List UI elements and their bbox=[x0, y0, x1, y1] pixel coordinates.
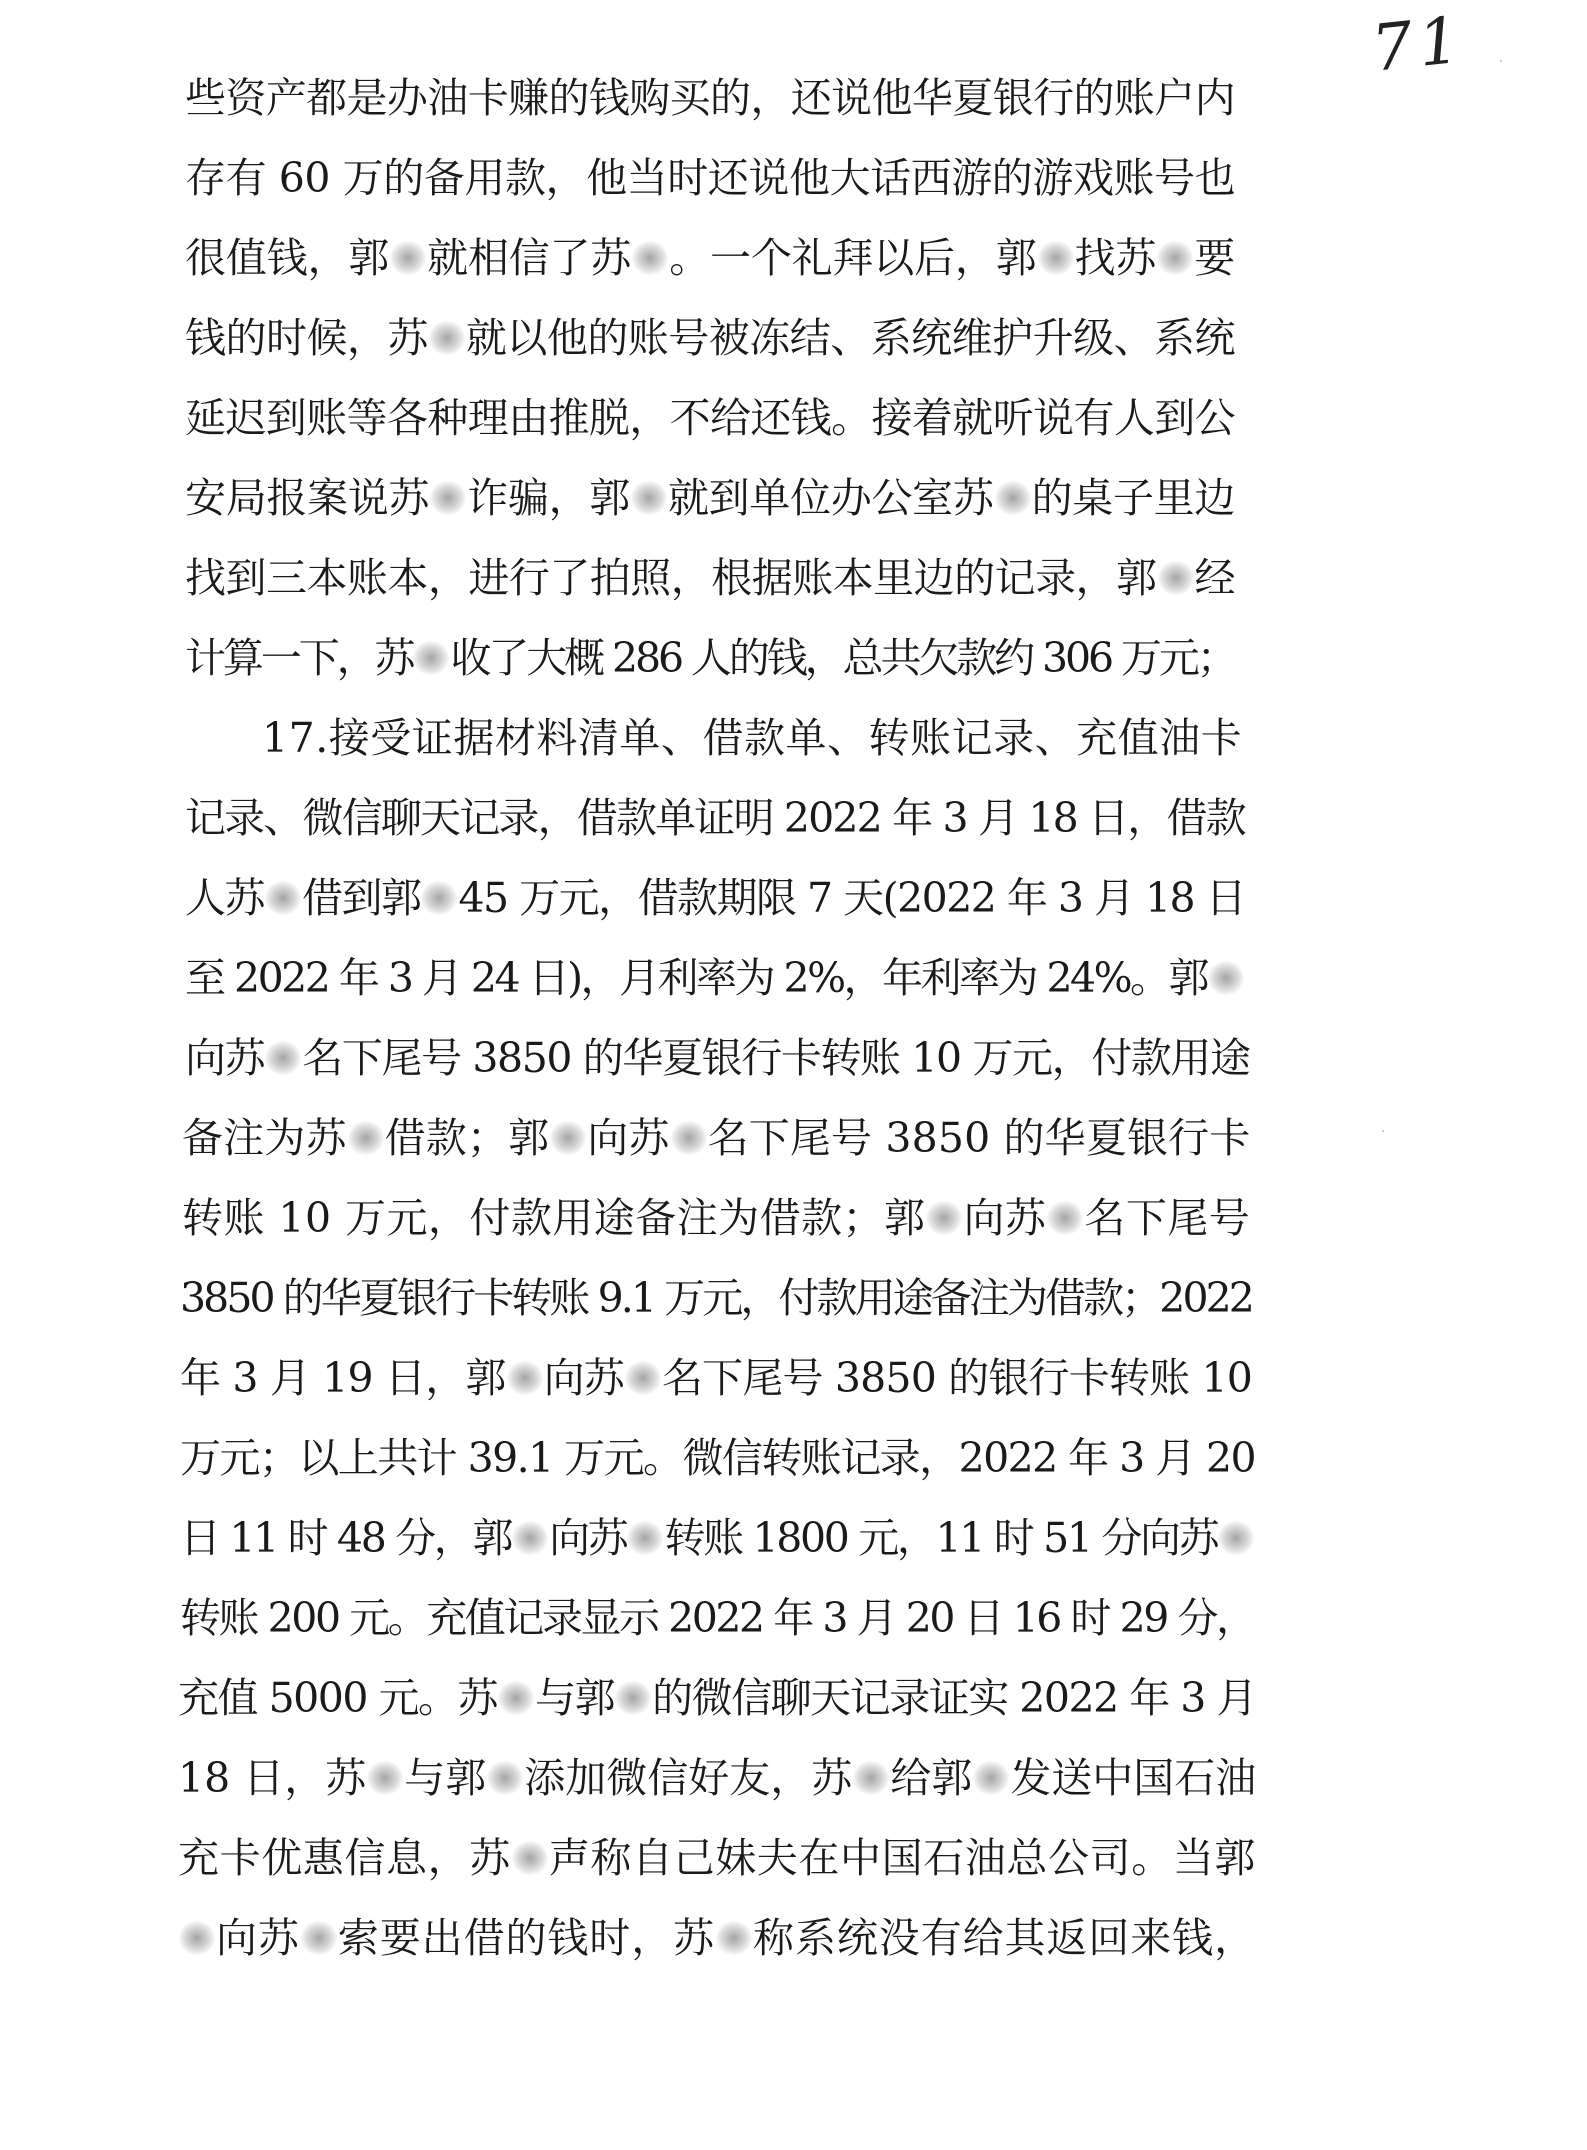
text-line bbox=[178, 1908, 1256, 1968]
text-segment: 向苏 bbox=[963, 1194, 1047, 1242]
text-segment: 日 11 时 48 分，郭 bbox=[180, 1514, 512, 1562]
redacted-name-blur bbox=[348, 1121, 384, 1155]
text-segment: 存有 60 万的备用款，他当时还说他大话西游的游戏账号也 bbox=[185, 154, 1236, 202]
redacted-name-blur bbox=[512, 1521, 548, 1555]
text-line bbox=[182, 1188, 1250, 1248]
text-segment: 转账 10 万元，付款用途备注为借款；郭 bbox=[182, 1194, 926, 1242]
text-segment: 找苏 bbox=[1074, 234, 1157, 282]
text-segment: 就到单位办公室苏 bbox=[667, 474, 994, 522]
text-segment: 向苏 bbox=[549, 1514, 627, 1562]
redacted-name-blur bbox=[413, 641, 449, 675]
text-segment: 很值钱，郭 bbox=[185, 234, 390, 282]
text-segment: 索要出借的钱时，苏 bbox=[337, 1914, 716, 1962]
text-segment: 些资产都是办油卡赚的钱购买的，还说他华夏银行的账户内 bbox=[185, 74, 1235, 122]
redacted-name-blur bbox=[1047, 1201, 1083, 1235]
redacted-name-blur bbox=[498, 1681, 534, 1715]
text-segment: 要 bbox=[1194, 234, 1236, 282]
text-segment: 收了大概 286 人的钱，总共欠款约 306 万元； bbox=[450, 634, 1235, 682]
redacted-name-blur bbox=[1208, 961, 1244, 995]
text-line bbox=[180, 1508, 1255, 1568]
text-segment: 钱的时候，苏 bbox=[185, 314, 428, 362]
text-segment: 找到三本账本，进行了拍照，根据账本里边的记录，郭 bbox=[185, 554, 1157, 602]
redacted-name-blur bbox=[627, 1521, 663, 1555]
text-line bbox=[185, 388, 1235, 448]
text-line bbox=[178, 1748, 1256, 1808]
text-segment: 向苏 bbox=[587, 1114, 670, 1162]
text-segment: 就相信了苏 bbox=[427, 234, 632, 282]
text-segment: 诈骗，郭 bbox=[467, 474, 630, 522]
handwritten-page-number: 71 bbox=[1368, 3, 1470, 87]
text-segment: 添加微信好友，苏 bbox=[524, 1754, 853, 1802]
text-segment: 转账 1800 元，11 时 51 分向苏 bbox=[664, 1514, 1218, 1562]
text-segment: 向苏 bbox=[216, 1914, 300, 1962]
redacted-name-blur bbox=[487, 1761, 523, 1795]
redacted-name-blur bbox=[615, 1681, 651, 1715]
text-segment: 3850 的华夏银行卡转账 9.1 万元，付款用途备注为借款；2022 bbox=[180, 1274, 1252, 1322]
text-segment: 与郭 bbox=[535, 1674, 615, 1722]
text-segment: 向苏 bbox=[543, 1354, 624, 1402]
text-segment: 与郭 bbox=[404, 1754, 487, 1802]
text-segment: 记录、微信聊天记录，借款单证明 2022 年 3 月 18 日，借款 bbox=[185, 794, 1245, 842]
text-line bbox=[185, 68, 1235, 128]
redacted-name-blur bbox=[550, 1121, 586, 1155]
text-segment: 名下尾号 3850 的银行卡转账 10 bbox=[661, 1354, 1253, 1402]
text-segment: 17.接受证据材料清单、借款单、转账记录、充值油卡 bbox=[262, 714, 1243, 762]
text-segment: 年 3 月 19 日，郭 bbox=[180, 1354, 506, 1402]
text-segment: 借到郭 bbox=[301, 874, 421, 922]
text-segment: 向苏 bbox=[185, 1034, 265, 1082]
redacted-name-blur bbox=[716, 1921, 752, 1955]
text-line bbox=[185, 308, 1235, 368]
text-segment: 安局报案说苏 bbox=[185, 474, 430, 522]
text-segment: 延迟到账等各种理由推脱，不给还钱。接着就听说有人到公 bbox=[185, 394, 1235, 442]
text-segment: 经 bbox=[1194, 554, 1236, 602]
text-line bbox=[180, 1428, 1255, 1488]
text-segment: 。一个礼拜以后，郭 bbox=[669, 234, 1037, 282]
redacted-name-blur bbox=[430, 481, 466, 515]
text-segment: 备注为苏 bbox=[182, 1114, 347, 1162]
redacted-name-blur bbox=[390, 241, 426, 275]
text-segment: 18 日，苏 bbox=[178, 1754, 367, 1802]
redacted-name-blur bbox=[973, 1761, 1009, 1795]
redacted-name-blur bbox=[429, 321, 465, 355]
redacted-name-blur bbox=[853, 1761, 889, 1795]
text-segment: 人苏 bbox=[185, 874, 264, 922]
text-segment: 名下尾号 3850 的华夏银行卡 bbox=[707, 1114, 1251, 1162]
text-segment: 转账 200 元。充值记录显示 2022 年 3 月 20 日 16 时 29 分， bbox=[180, 1594, 1255, 1642]
text-segment: 充卡优惠信息，苏 bbox=[178, 1834, 511, 1882]
text-segment: 的微信聊天记录证实 2022 年 3 月 bbox=[652, 1674, 1256, 1722]
redacted-name-blur bbox=[671, 1121, 707, 1155]
redacted-name-blur bbox=[995, 481, 1031, 515]
text-line bbox=[178, 1668, 1256, 1728]
text-line bbox=[185, 148, 1235, 208]
text-line bbox=[180, 1348, 1252, 1408]
redacted-name-blur bbox=[265, 881, 301, 915]
scan-speck bbox=[1382, 1130, 1384, 1132]
text-line bbox=[185, 948, 1245, 1008]
redacted-name-blur bbox=[507, 1361, 543, 1395]
text-line bbox=[182, 1108, 1250, 1168]
text-line bbox=[262, 708, 1242, 768]
text-segment: 发送中国石油 bbox=[1010, 1754, 1257, 1802]
redacted-name-blur bbox=[1157, 241, 1193, 275]
redacted-name-blur bbox=[421, 881, 457, 915]
text-line bbox=[180, 1268, 1252, 1328]
text-segment: 就以他的账号被冻结、系统维护升级、系统 bbox=[465, 314, 1236, 362]
text-line bbox=[185, 548, 1235, 608]
text-line bbox=[180, 1588, 1255, 1648]
redacted-name-blur bbox=[512, 1841, 548, 1875]
redacted-name-blur bbox=[631, 481, 667, 515]
text-line bbox=[185, 468, 1235, 528]
text-segment: 名下尾号 bbox=[1084, 1194, 1251, 1242]
text-segment: 万元；以上共计 39.1 万元。微信转账记录，2022 年 3 月 20 bbox=[180, 1434, 1256, 1482]
text-line bbox=[178, 1828, 1256, 1888]
text-segment: 至 2022 年 3 月 24 日)，月利率为 2%，年利率为 24%。郭 bbox=[185, 954, 1208, 1002]
redacted-name-blur bbox=[1038, 241, 1074, 275]
text-segment: 声称自己妹夫在中国石油总公司。当郭 bbox=[548, 1834, 1257, 1882]
redacted-name-blur bbox=[625, 1361, 661, 1395]
text-line bbox=[185, 788, 1245, 848]
text-segment: 计算一下，苏 bbox=[185, 634, 413, 682]
scan-speck bbox=[1500, 60, 1502, 62]
text-segment: 的桌子里边 bbox=[1031, 474, 1236, 522]
text-segment: 借款；郭 bbox=[384, 1114, 550, 1162]
text-segment: 45 万元，借款期限 7 天(2022 年 3 月 18 日 bbox=[458, 874, 1246, 922]
redacted-name-blur bbox=[179, 1921, 215, 1955]
redacted-name-blur bbox=[1218, 1521, 1254, 1555]
text-segment: 称系统没有给其返回来钱， bbox=[753, 1914, 1257, 1962]
text-segment: 名下尾号 3850 的华夏银行卡转账 10 万元，付款用途 bbox=[302, 1034, 1250, 1082]
text-line bbox=[185, 868, 1245, 928]
redacted-name-blur bbox=[1158, 561, 1194, 595]
text-line bbox=[185, 1028, 1250, 1088]
redacted-name-blur bbox=[301, 1921, 337, 1955]
text-segment: 充值 5000 元。苏 bbox=[178, 1674, 498, 1722]
text-line bbox=[185, 228, 1235, 288]
redacted-name-blur bbox=[265, 1041, 301, 1075]
redacted-name-blur bbox=[367, 1761, 403, 1795]
text-line bbox=[185, 628, 1235, 688]
redacted-name-blur bbox=[926, 1201, 962, 1235]
redacted-name-blur bbox=[632, 241, 668, 275]
text-segment: 给郭 bbox=[890, 1754, 973, 1802]
